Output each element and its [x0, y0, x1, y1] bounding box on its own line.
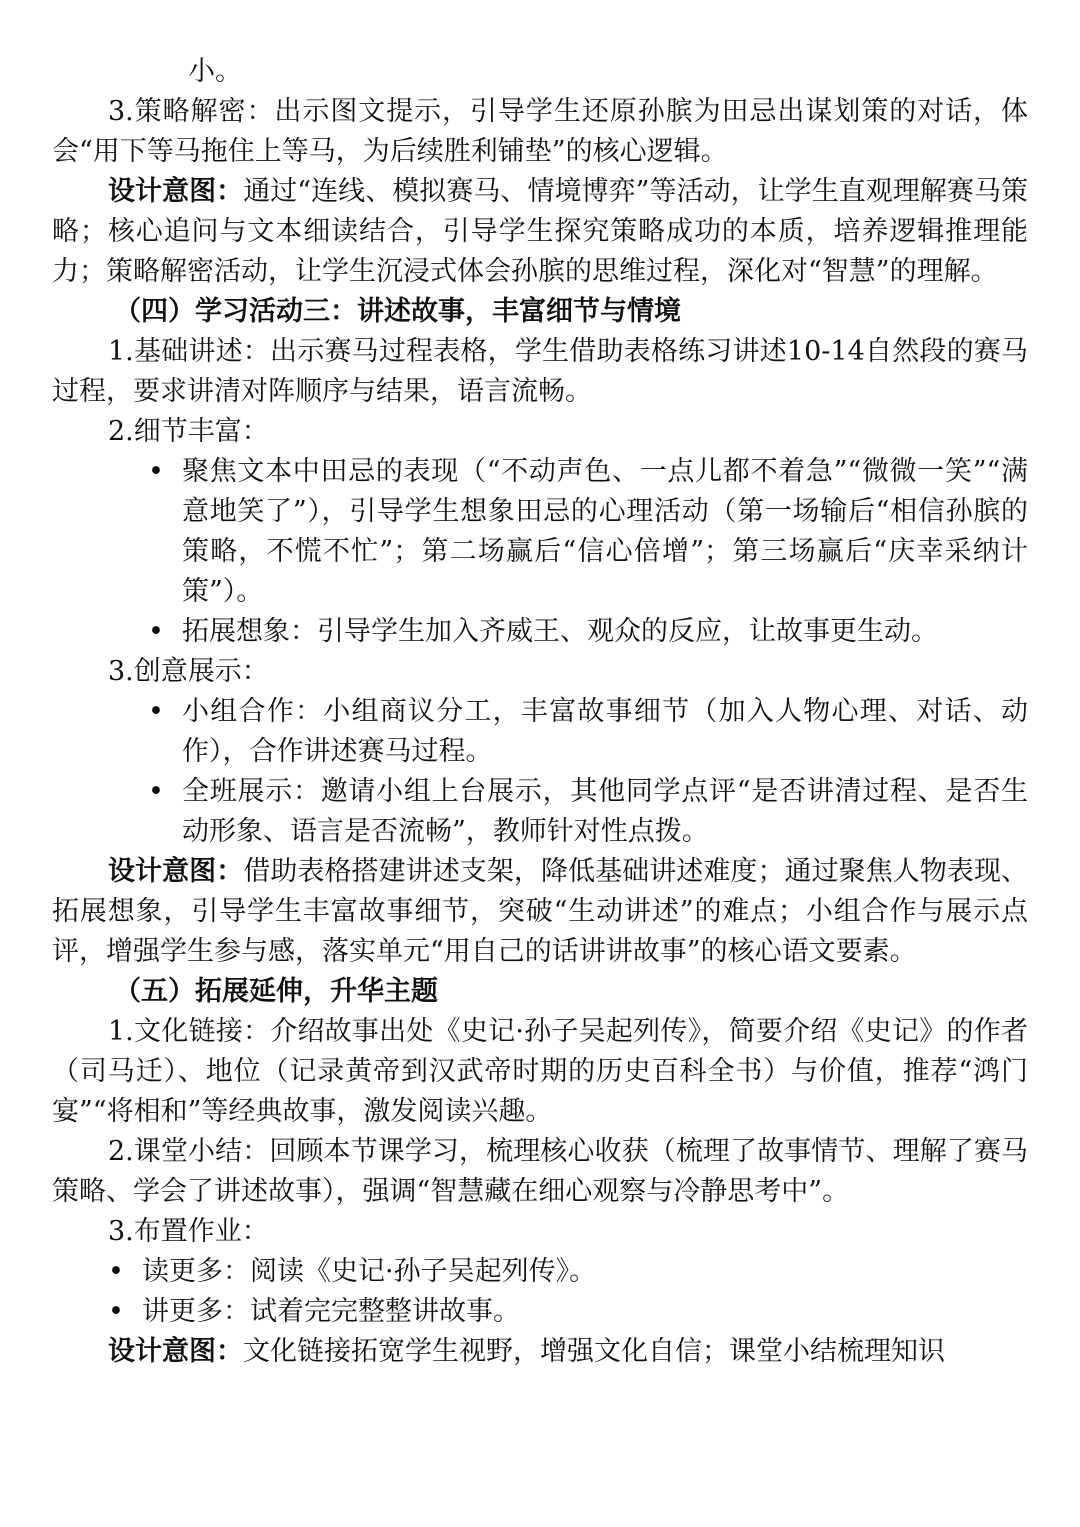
section-heading-5: （五）拓展延伸，升华主题	[114, 976, 438, 1007]
bullet-icon: •	[148, 696, 164, 727]
list-item: • 读更多：阅读《史记·孙子吴起列传》。	[52, 1252, 1028, 1292]
paragraph-culture-link: 1.文化链接：介绍故事出处《史记·孙子吴起列传》，简要介绍《史记》的作者（司马迁）、地位（记录黄帝到汉武帝时期的历史百科全书）与价值，推荐“鸿门宴”“将相和”等经典故事，激发阅读兴趣。	[52, 1016, 1028, 1127]
list-item: • 全班展示：邀请小组上台展示，其他同学点评“是否讲清过程、是否生动形象、语言是否流畅”，教师针对性点拨。	[52, 772, 1028, 852]
list-item: • 聚焦文本中田忌的表现（“不动声色、一点儿都不着急”“微微一笑”“满意地笑了”），引导学生想象田忌的心理活动（第一场输后“相信孙膑的策略，不慌不忙”；第二场赢后“信心倍增”；第三场赢后“庆幸采纳计策”）。	[52, 452, 1028, 612]
design-intent-text: 文化链接拓宽学生视野，增强文化自信；课堂小结梳理知识	[243, 1336, 945, 1367]
design-intent-label: 设计意图：	[108, 176, 244, 207]
list-item: • 拓展想象：引导学生加入齐威王、观众的反应，让故事更生动。	[52, 612, 1028, 652]
bullet-icon: •	[108, 1296, 124, 1327]
text-line: 小。	[188, 56, 242, 87]
paragraph-strategy: 3.策略解密：出示图文提示，引导学生还原孙膑为田忌出谋划策的对话，体会“用下等马拖住上等马，为后续胜利铺垫”的核心逻辑。	[52, 96, 1028, 167]
bullet-icon: •	[148, 456, 164, 487]
section-heading-4: （四）学习活动三：讲述故事，丰富细节与情境	[114, 296, 681, 327]
bullet-list-creative	[52, 692, 1028, 852]
design-intent-label: 设计意图：	[108, 1336, 243, 1367]
design-intent-label: 设计意图：	[108, 856, 244, 887]
bullet-icon: •	[108, 1256, 124, 1287]
paragraph-homework: 3.布置作业：	[108, 1216, 269, 1247]
paragraph-basic-retell: 1.基础讲述：出示赛马过程表格，学生借助表格练习讲述10-14自然段的赛马过程，要求讲清对阵顺序与结果，语言流畅。	[52, 336, 1028, 407]
bullet-icon: •	[148, 776, 164, 807]
paragraph-summary: 2.课堂小结：回顾本节课学习，梳理核心收获（梳理了故事情节、理解了赛马策略、学会了讲述故事），强调“智慧藏在细心观察与冷静思考中”。	[52, 1136, 1028, 1207]
design-intent-text: 通过“连线、模拟赛马、情境博弈”等活动，让学生直观理解赛马策略；核心追问与文本细读结合，引导学生探究策略成功的本质，培养逻辑推理能力；策略解密活动，让学生沉浸式体会孙膑的思维过程，深化对“智慧”的理解。	[52, 176, 1029, 287]
bullet-icon: •	[148, 616, 164, 647]
list-item: • 讲更多：试着完完整整讲故事。	[52, 1292, 1028, 1332]
design-intent-2	[52, 852, 1028, 972]
design-intent-text: 借助表格搭建讲述支架，降低基础讲述难度；通过聚焦人物表现、拓展想象，引导学生丰富故事细节，突破“生动讲述”的难点；小组合作与展示点评，增强学生参与感，落实单元“用自己的话讲讲故事”的核心语文要素。	[52, 856, 1029, 967]
design-intent-1	[52, 172, 1028, 292]
list-item: • 小组合作：小组商议分工，丰富故事细节（加入人物心理、对话、动作），合作讲述赛马过程。	[52, 692, 1028, 772]
bullet-list-homework	[52, 1252, 1028, 1332]
design-intent-3	[52, 1332, 1028, 1372]
paragraph-detail: 2.细节丰富：	[108, 416, 269, 447]
paragraph-creative: 3.创意展示：	[108, 656, 269, 687]
bullet-list-detail	[52, 452, 1028, 652]
